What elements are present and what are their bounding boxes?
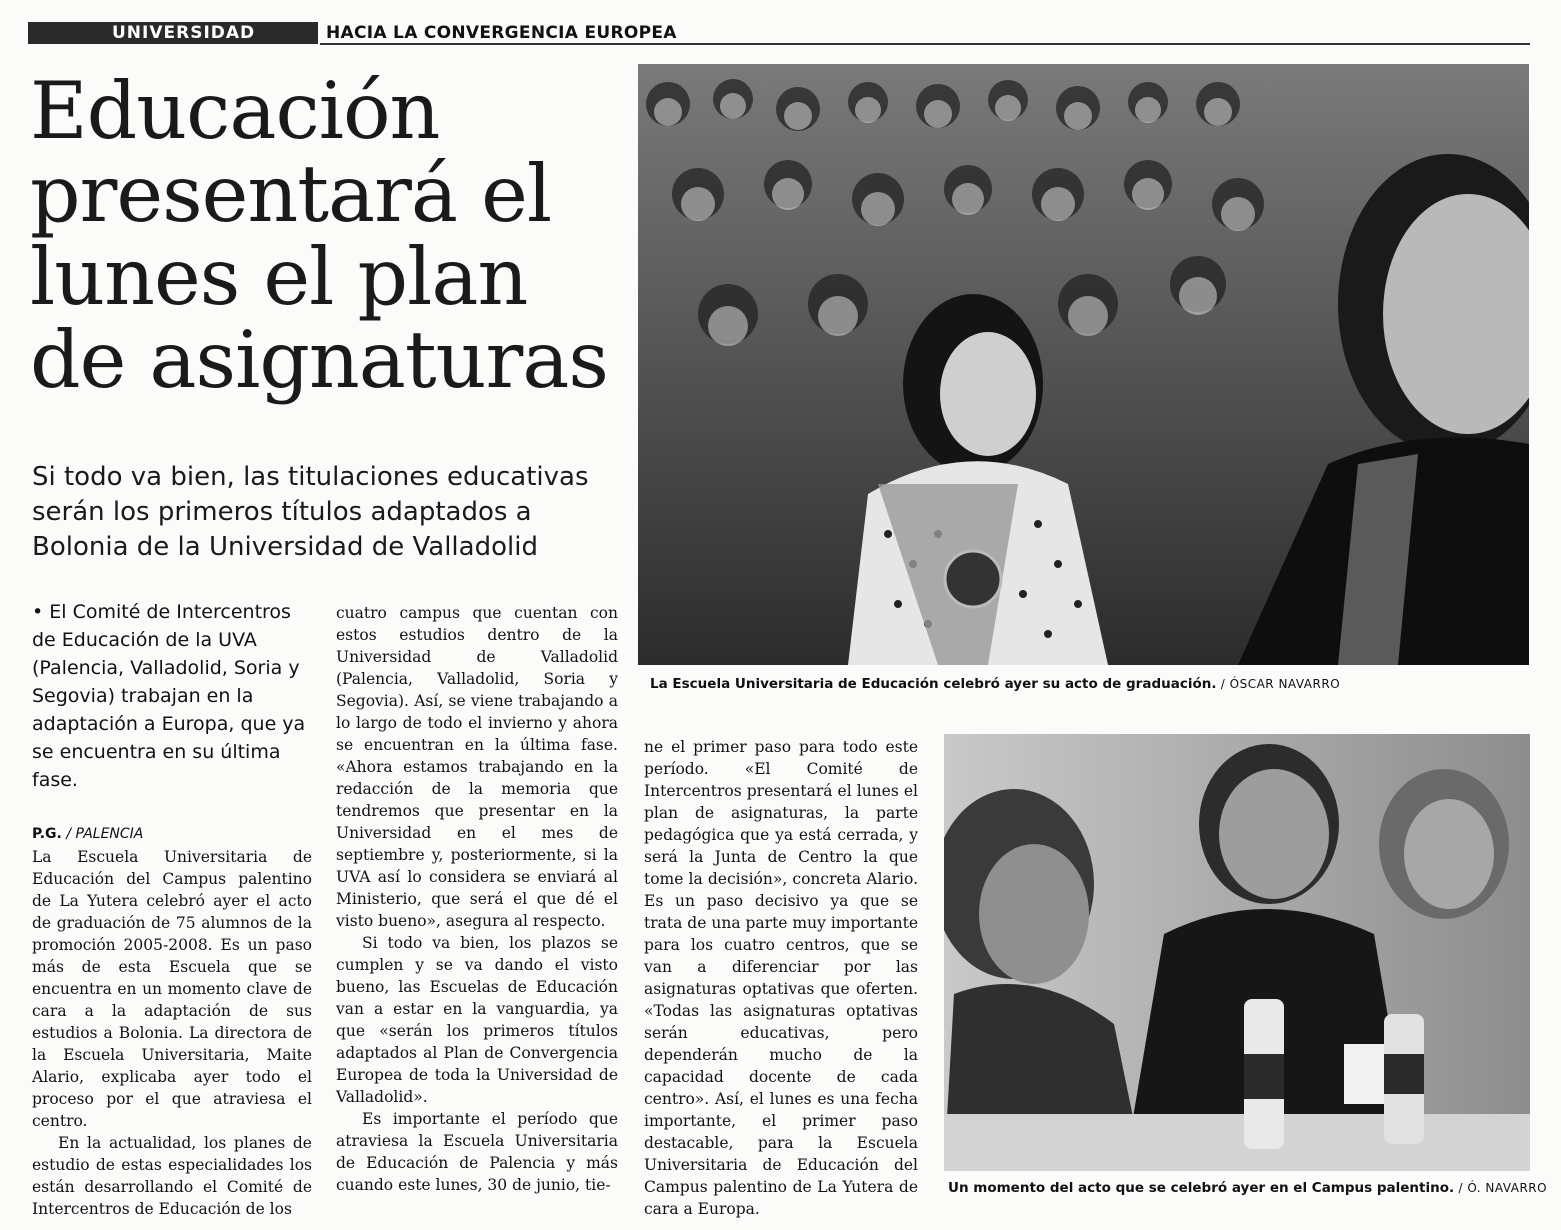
graduation-photo	[638, 64, 1529, 665]
caption-text: La Escuela Universitaria de Educación celebró ayer su acto de graduación.	[650, 676, 1217, 692]
byline-author: P.G.	[32, 826, 62, 842]
article-column-3	[644, 736, 918, 1220]
ceremony-panel-photo	[944, 734, 1530, 1171]
photo-credit: / Ó. NAVARRO	[1454, 1181, 1548, 1195]
photo-credit: / ÓSCAR NAVARRO	[1216, 677, 1341, 691]
main-photo-caption	[650, 676, 1340, 692]
second-photo-caption	[948, 1180, 1547, 1196]
paragraph: Es importante el período que atraviesa la Escuela Universitaria de Educación de Palencia y más cuando este lunes, 30 de junio, tie-	[336, 1110, 618, 1194]
headline: Educación presentará el lunes el plan de asignaturas	[30, 65, 608, 406]
paragraph: La Escuela Universitaria de Educación del Campus palentino de La Yutera celebró ayer el acto de graduación de 75 alumnos de la promoción 2005-2008. Es un paso más de esta Escuela que se encuentra en un momento clave de cara a la adaptación de sus estudios a Bolonia. La directora de la Escuela Universitaria, Maite Alario, explicaba ayer todo el proceso por el que atraviesa el centro.	[32, 848, 312, 1130]
summary-bullet: • El Comité de Intercentros de Educación de la UVA (Palencia, Valladolid, Soria y Segovia) trabajan en la adaptación a Europa, que ya se encuentra en su última fase.	[32, 601, 306, 791]
section-subtitle: HACIA LA CONVERGENCIA EUROPEA	[326, 23, 677, 43]
subheadline: Si todo va bien, las titulaciones educativas serán los primeros títulos adaptados a Bolonia de la Universidad de Valladolid	[32, 462, 589, 562]
paragraph: ne el primer paso para todo este período. «El Comité de Intercentros presentará el lunes el plan de asignaturas, la parte pedagógica que ya está cerrada, y será la Junta de Centro la que tome la decisión», concreta Alario. Es un paso decisivo ya que se trata de una parte muy importante para los cuatro centros, que se van a diferenciar por las asignaturas optativas que oferten. «Todas las asignaturas optativas serán educativas, pero dependerán mucho de la capacidad docente de cada centro». Así, el lunes es una fecha importante, el primer paso destacable, para la Escuela Universitaria de Educación del Campus palentino de La Yutera de cara a Europa.	[644, 738, 918, 1218]
paragraph: En la actualidad, los planes de estudio de estas especialidades los están desarrollando el Comité de Intercentros de Educación de los	[32, 1134, 312, 1218]
paragraph: Si todo va bien, los plazos se cumplen y se va dando el visto bueno, las Escuelas de Educación van a estar en la vanguardia, ya que «serán los primeros títulos adaptados al Plan de Convergencia Europea de toda la Universidad de Valladolid».	[336, 934, 618, 1106]
paragraph: cuatro campus que cuentan con estos estudios dentro de la Universidad de Valladolid (Palencia, Valladolid, Soria y Segovia). Así, se viene trabajando a lo largo de todo el invierno y ahora se encuentran en la última fase. «Ahora estamos trabajando en la redacción de la memoria que tendremos que presentar en la Universidad en el mes de septiembre y, posteriormente, si la UVA así lo considera se enviará al Ministerio, que será el que dé el visto bueno», asegura al respecto.	[336, 604, 618, 930]
article-column-1	[32, 846, 312, 1220]
byline-location: / PALENCIA	[61, 826, 144, 842]
section-rule	[320, 43, 1530, 45]
section-tag: UNIVERSIDAD	[28, 22, 318, 44]
byline	[32, 826, 143, 842]
article-column-2	[336, 602, 618, 1196]
caption-text: Un momento del acto que se celebró ayer en el Campus palentino.	[948, 1180, 1455, 1196]
